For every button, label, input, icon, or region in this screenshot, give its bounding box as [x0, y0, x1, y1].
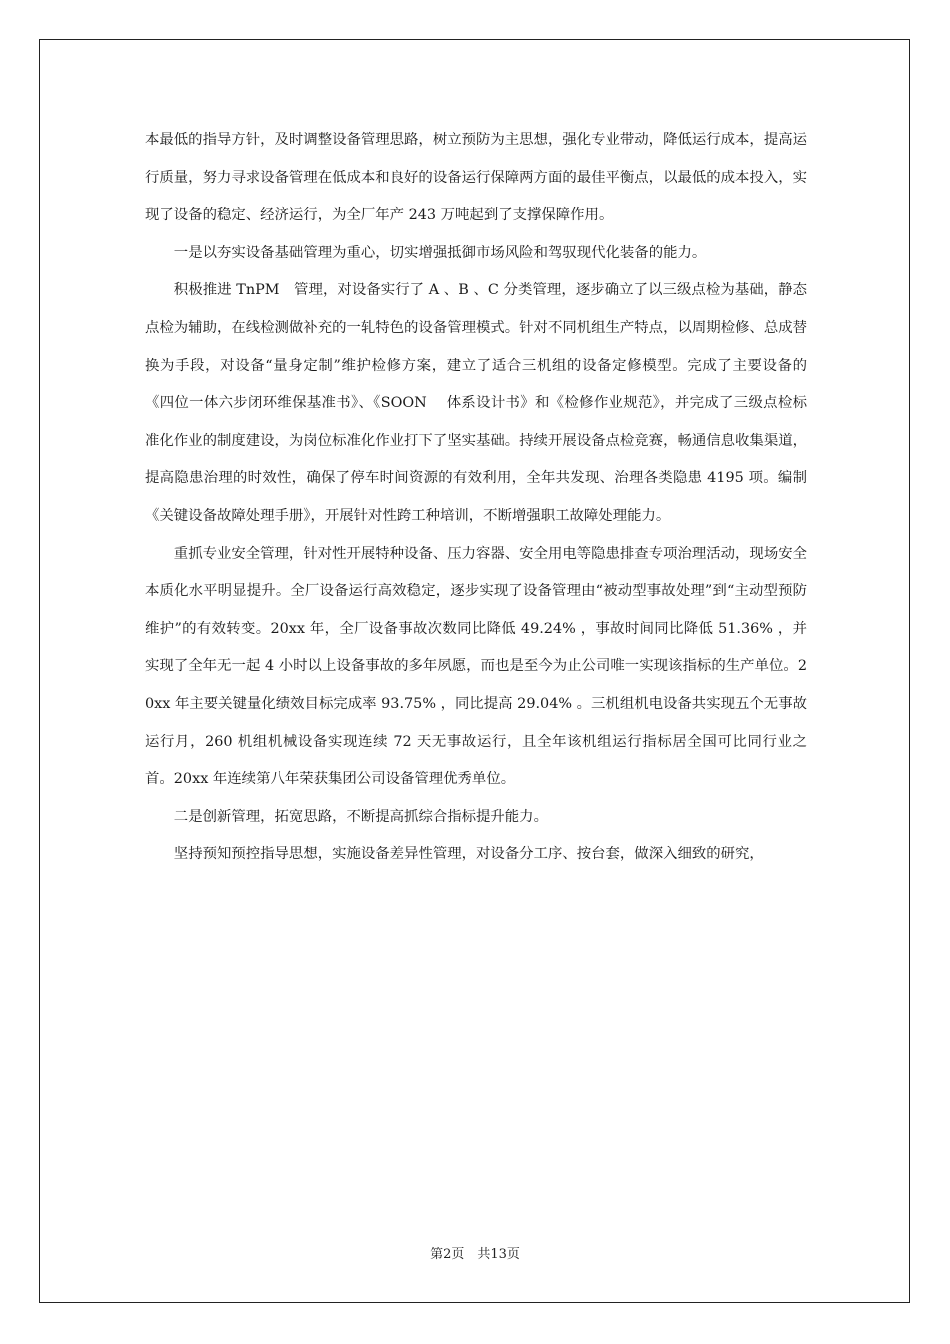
paragraph-6: 坚持预知预控指导思想，实施设备差异性管理，对设备分工序、按台套，做深入细致的研究， [173, 846, 764, 863]
paragraph-1: 本最低的指导方针，及时调整设备管理思路，树立预防为主思想，强化专业带动，降低运行成本，提高运行质量，努力寻求设备管理在低成本和良好的设备运行保障两方面的最佳平衡点，以最低的成本投入，实现了设备的稳定、经济运行，为全厂年产 243 万吨起到了支撑保障作用。 [145, 132, 807, 224]
page-number-footer: 第2页 共13页 [430, 1247, 520, 1262]
paragraph-4: 重抓专业安全管理，针对性开展特种设备、压力容器、安全用电等隐患排查专项治理活动，现场安全本质化水平明显提升。全厂设备运行高效稳定，逐步实现了设备管理由“被动型事故处理”到“主动型预防维护”的有效转变。20xx 年，全厂设备事故次数同比降低 49.24% ，事故时间同比降低 51.36% ，并实现了全年无一起 4 小时以上设备事故的多年夙愿，而也是至今为止公司唯一实现该指标的生产单位。20xx 年主要关键量化绩效目标完成率 93.75% ，同比提高 29.04% 。三机组机电设备共实现五个无事故运行月，260 机组机械设备实现连续 72 天无事故运行，且全年该机组运行指标居全国可比同行业之首。20xx 年连续第八年荣获集团公司设备管理优秀单位。 [145, 545, 807, 788]
paragraph-2: 一是以夯实设备基础管理为重心，切实增强抵御市场风险和驾驭现代化装备的能力。 [173, 244, 707, 261]
document-body [145, 122, 807, 874]
paragraph-3: 积极推进 TnPM 管理，对设备实行了 A 、B 、C 分类管理，逐步确立了以三级点检为基础，静态点检为辅助，在线检测做补充的一轧特色的设备管理模式。针对不同机组生产特点，以周期检修、总成替换为手段，对设备“量身定制”维护检修方案，建立了适合三机组的设备定修模型。完成了主要设备的《四位一体六步闭环维保基准书》、《SOON 体系设计书》和《检修作业规范》，并完成了三级点检标准化作业的制度建设，为岗位标准化作业打下了坚实基础。持续开展设备点检竞赛，畅通信息收集渠道，提高隐患治理的时效性，确保了停车时间资源的有效利用，全年共发现、治理各类隐患 4195 项。编制《关键设备故障处理手册》，开展针对性跨工种培训，不断增强职工故障处理能力。 [145, 282, 807, 524]
paragraph-5: 二是创新管理，拓宽思路，不断提高抓综合指标提升能力。 [173, 808, 548, 825]
